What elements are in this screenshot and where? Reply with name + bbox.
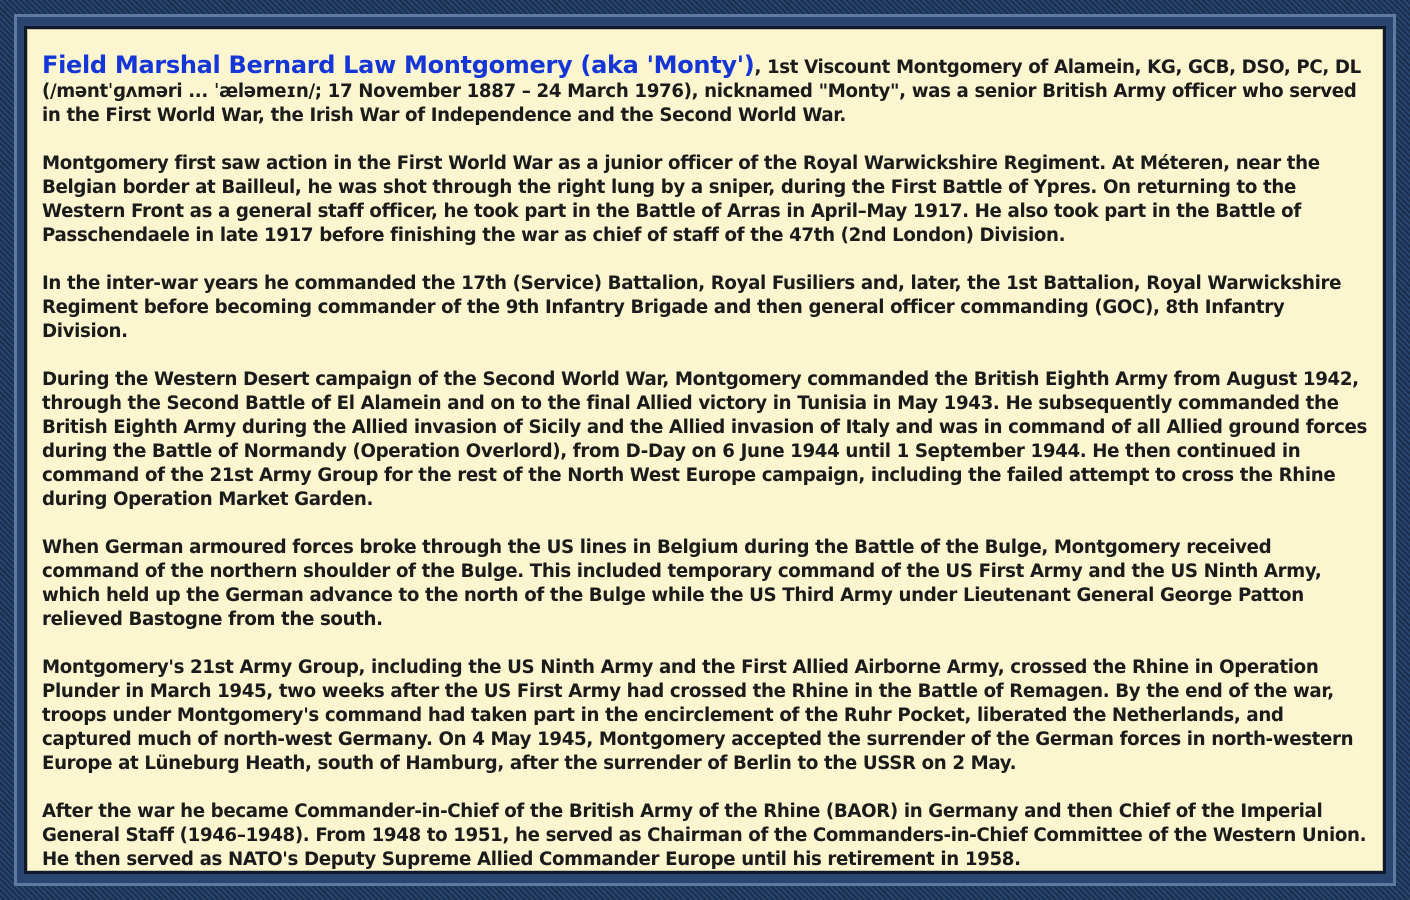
paragraph-western-desert: During the Western Desert campaign of the Second World War, Montgomery commanded the British Eighth Army from August 1942, through the Second Battle of El Alamein and on to the final Allied victory in Tunisia in May 1943. He subsequently commanded the British Eighth Army during the Allied invasion of Sicily and the Allied invasion of Italy and was in command of all Allied ground forces during the Battle of Normandy (Operation Overlord), from D-Day on 6 June 1944 until 1 September 1944. He then continued in command of the 21st Army Group for the rest of the North West Europe campaign, including the failed attempt to cross the Rhine during Operation Market Garden. xyxy=(42,369,1367,510)
paragraph-post-war: After the war he became Commander-in-Chief of the British Army of the Rhine (BAOR) in Germany and then Chief of the Imperial General Staff (1946–1948). From 1948 to 1951, he served as Chairman of the Commanders-in-Chief Committee of the Western Union. He then served as NATO's Deputy Supreme Allied Commander Europe until his retirement in 1958. xyxy=(42,801,1367,870)
page-title: Field Marshal Bernard Law Montgomery (aka 'Monty') xyxy=(42,51,755,79)
text-panel xyxy=(24,26,1386,874)
intro-paragraph xyxy=(42,53,1369,128)
paragraph-rhine-crossing: Montgomery's 21st Army Group, including the US Ninth Army and the First Allied Airborne Army, crossed the Rhine in Operation Plunder in March 1945, two weeks after the US First Army had crossed the Rhine in the Battle of Remagen. By the end of the war, troops under Montgomery's command had taken part in the encirclement of the Ruhr Pocket, liberated the Netherlands, and captured much of north-west Germany. On 4 May 1945, Montgomery accepted the surrender of the German forces in north-western Europe at Lüneburg Heath, south of Hamburg, after the surrender of Berlin to the USSR on 2 May. xyxy=(42,657,1354,774)
paragraph-battle-of-bulge: When German armoured forces broke through the US lines in Belgium during the Battle of the Bulge, Montgomery received command of the northern shoulder of the Bulge. This included temporary command of the US First Army and the US Ninth Army, which held up the German advance to the north of the Bulge while the US Third Army under Lieutenant General George Patton relieved Bastogne from the south. xyxy=(42,537,1322,630)
paragraph-first-world-war: Montgomery first saw action in the First World War as a junior officer of the Royal Warwickshire Regiment. At Méteren, near the Belgian border at Bailleul, he was shot through the right lung by a sniper, during the First Battle of Ypres. On returning to the Western Front as a general staff officer, he took part in the Battle of Arras in April–May 1917. He also took part in the Battle of Passchendaele in late 1917 before finishing the war as chief of staff of the 47th (2nd London) Division. xyxy=(42,153,1320,246)
intro-text: , 1st Viscount Montgomery of Alamein, KG, GCB, DSO, PC, DL (/məntˈɡʌməri ... ˈæləmeɪn/; 17 November 1887 – 24 March 1976), nicknamed "Monty", was a senior British Army officer who served in the First World War, the Irish War of Independence and the Second World War. xyxy=(42,57,1361,126)
paragraph-inter-war: In the inter-war years he commanded the 17th (Service) Battalion, Royal Fusiliers and, later, the 1st Battalion, Royal Warwickshire Regiment before becoming commander of the 9th Infantry Brigade and then general officer commanding (GOC), 8th Infantry Division. xyxy=(42,273,1342,342)
